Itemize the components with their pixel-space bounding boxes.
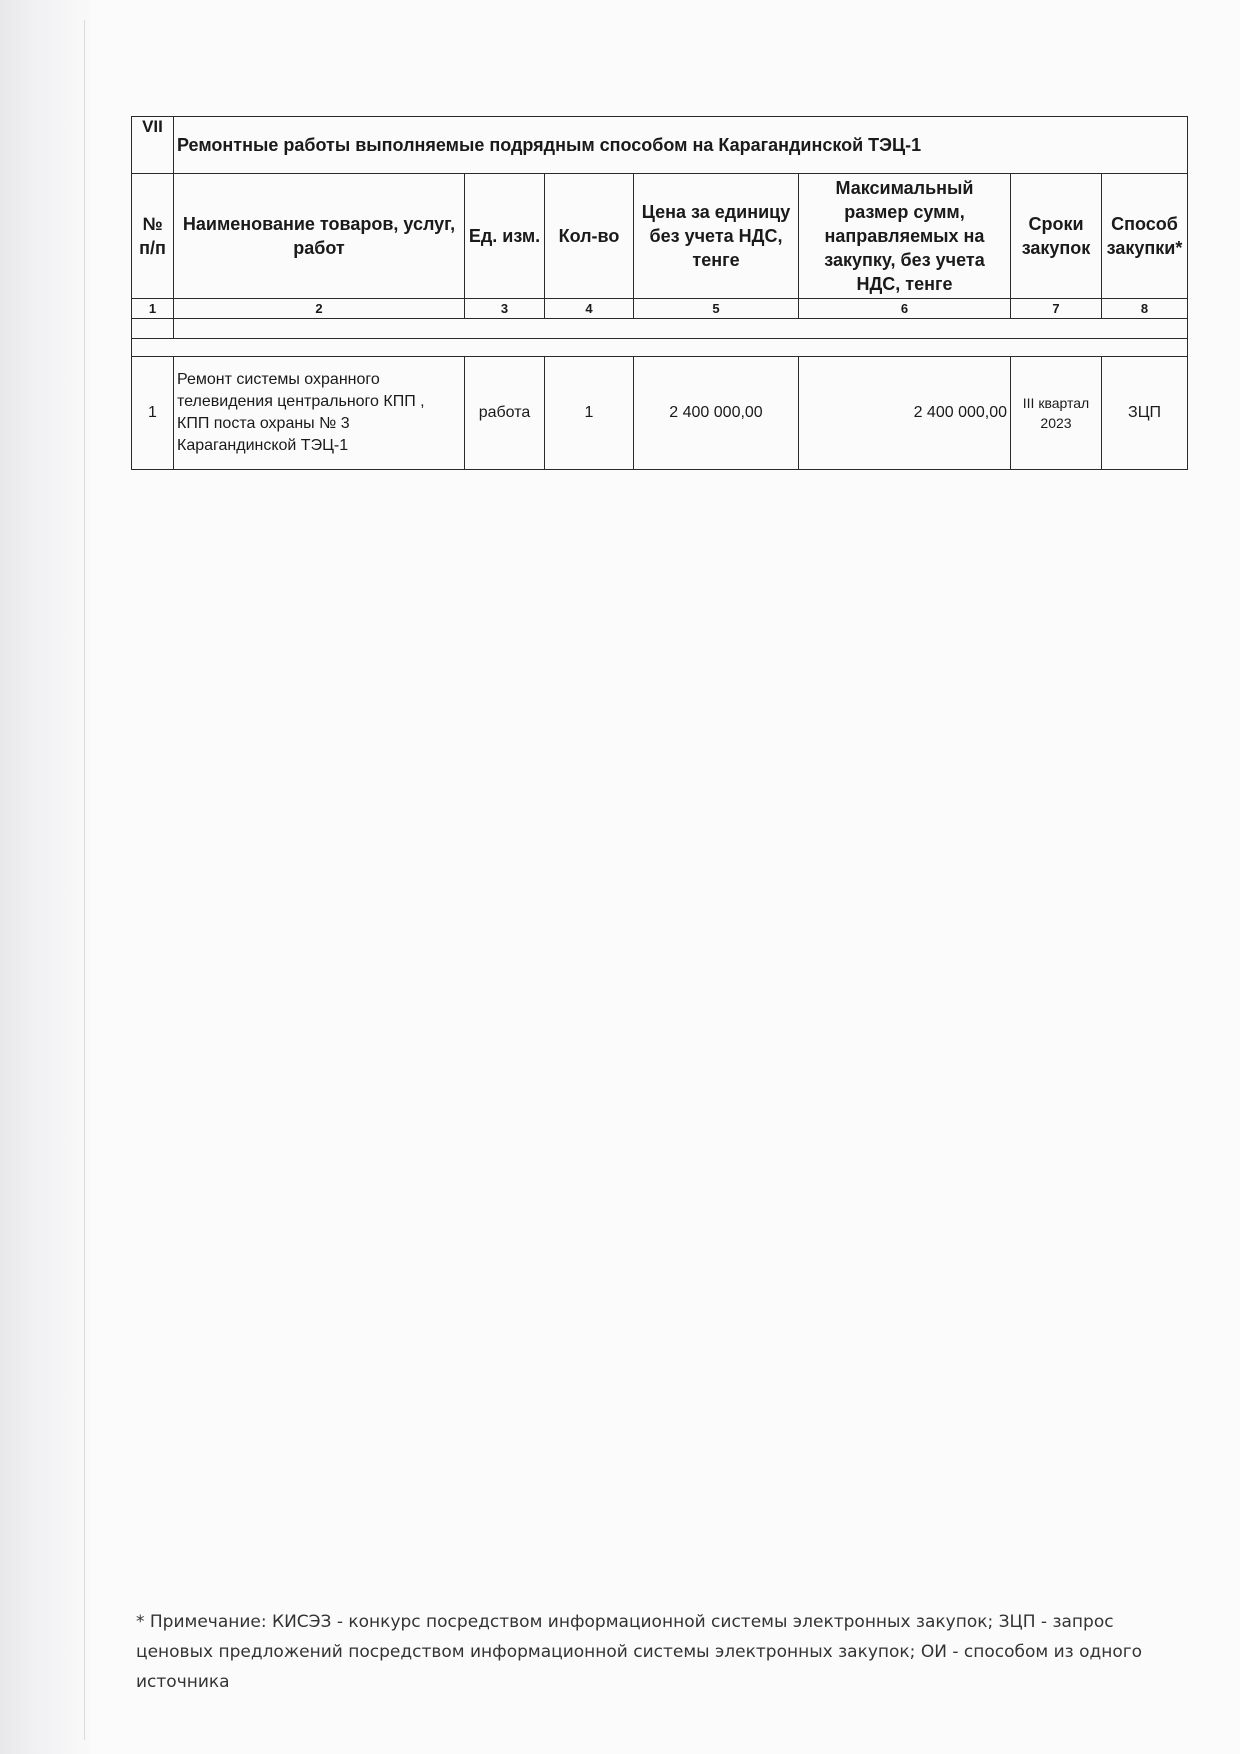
section-number: VII	[132, 117, 174, 174]
table-row	[132, 357, 1188, 470]
empty-row	[132, 319, 1188, 339]
section-row	[132, 117, 1188, 174]
header-period: Сроки закупок	[1011, 174, 1102, 299]
row-period: III квартал 2023	[1011, 357, 1102, 470]
header-num: № п/п	[132, 174, 174, 299]
row-name: Ремонт системы охранного телевидения центрального КПП , КПП поста охраны № 3 Карагандинской ТЭЦ-1	[174, 357, 465, 470]
header-method: Способ закупки*	[1102, 174, 1188, 299]
col-index: 5	[634, 299, 799, 319]
section-title: Ремонтные работы выполняемые подрядным способом на Карагандинской ТЭЦ-1	[174, 117, 1188, 174]
row-unit: работа	[465, 357, 545, 470]
empty-cell	[174, 319, 1188, 339]
col-index: 4	[545, 299, 634, 319]
col-index: 3	[465, 299, 545, 319]
col-index: 8	[1102, 299, 1188, 319]
header-unit-price: Цена за единицу без учета НДС, тенге	[634, 174, 799, 299]
row-unit-price: 2 400 000,00	[634, 357, 799, 470]
row-max-sum: 2 400 000,00	[799, 357, 1011, 470]
row-gap	[132, 339, 1188, 357]
col-index: 6	[799, 299, 1011, 319]
col-index: 2	[174, 299, 465, 319]
header-row	[132, 174, 1188, 299]
procurement-table	[131, 116, 1188, 470]
empty-cell	[132, 319, 174, 339]
gap-cell	[132, 339, 1188, 357]
header-unit: Ед. изм.	[465, 174, 545, 299]
col-index: 7	[1011, 299, 1102, 319]
footnote: * Примечание: КИСЭЗ - конкурс посредством информационной системы электронных закупок; ЗЦП - запрос ценовых предложений посредством информационной системы электронных закупок; ОИ - способом из одного источника	[136, 1612, 1143, 1692]
header-name: Наименование товаров, услуг, работ	[174, 174, 465, 299]
column-index-row	[132, 299, 1188, 319]
col-index: 1	[132, 299, 174, 319]
row-qty: 1	[545, 357, 634, 470]
row-num: 1	[132, 357, 174, 470]
binding-shadow	[0, 0, 90, 1754]
header-max-sum: Максимальный размер сумм, направляемых на закупку, без учета НДС, тенге	[799, 174, 1011, 299]
header-qty: Кол-во	[545, 174, 634, 299]
binding-edge	[84, 20, 85, 1740]
row-method: ЗЦП	[1102, 357, 1188, 470]
